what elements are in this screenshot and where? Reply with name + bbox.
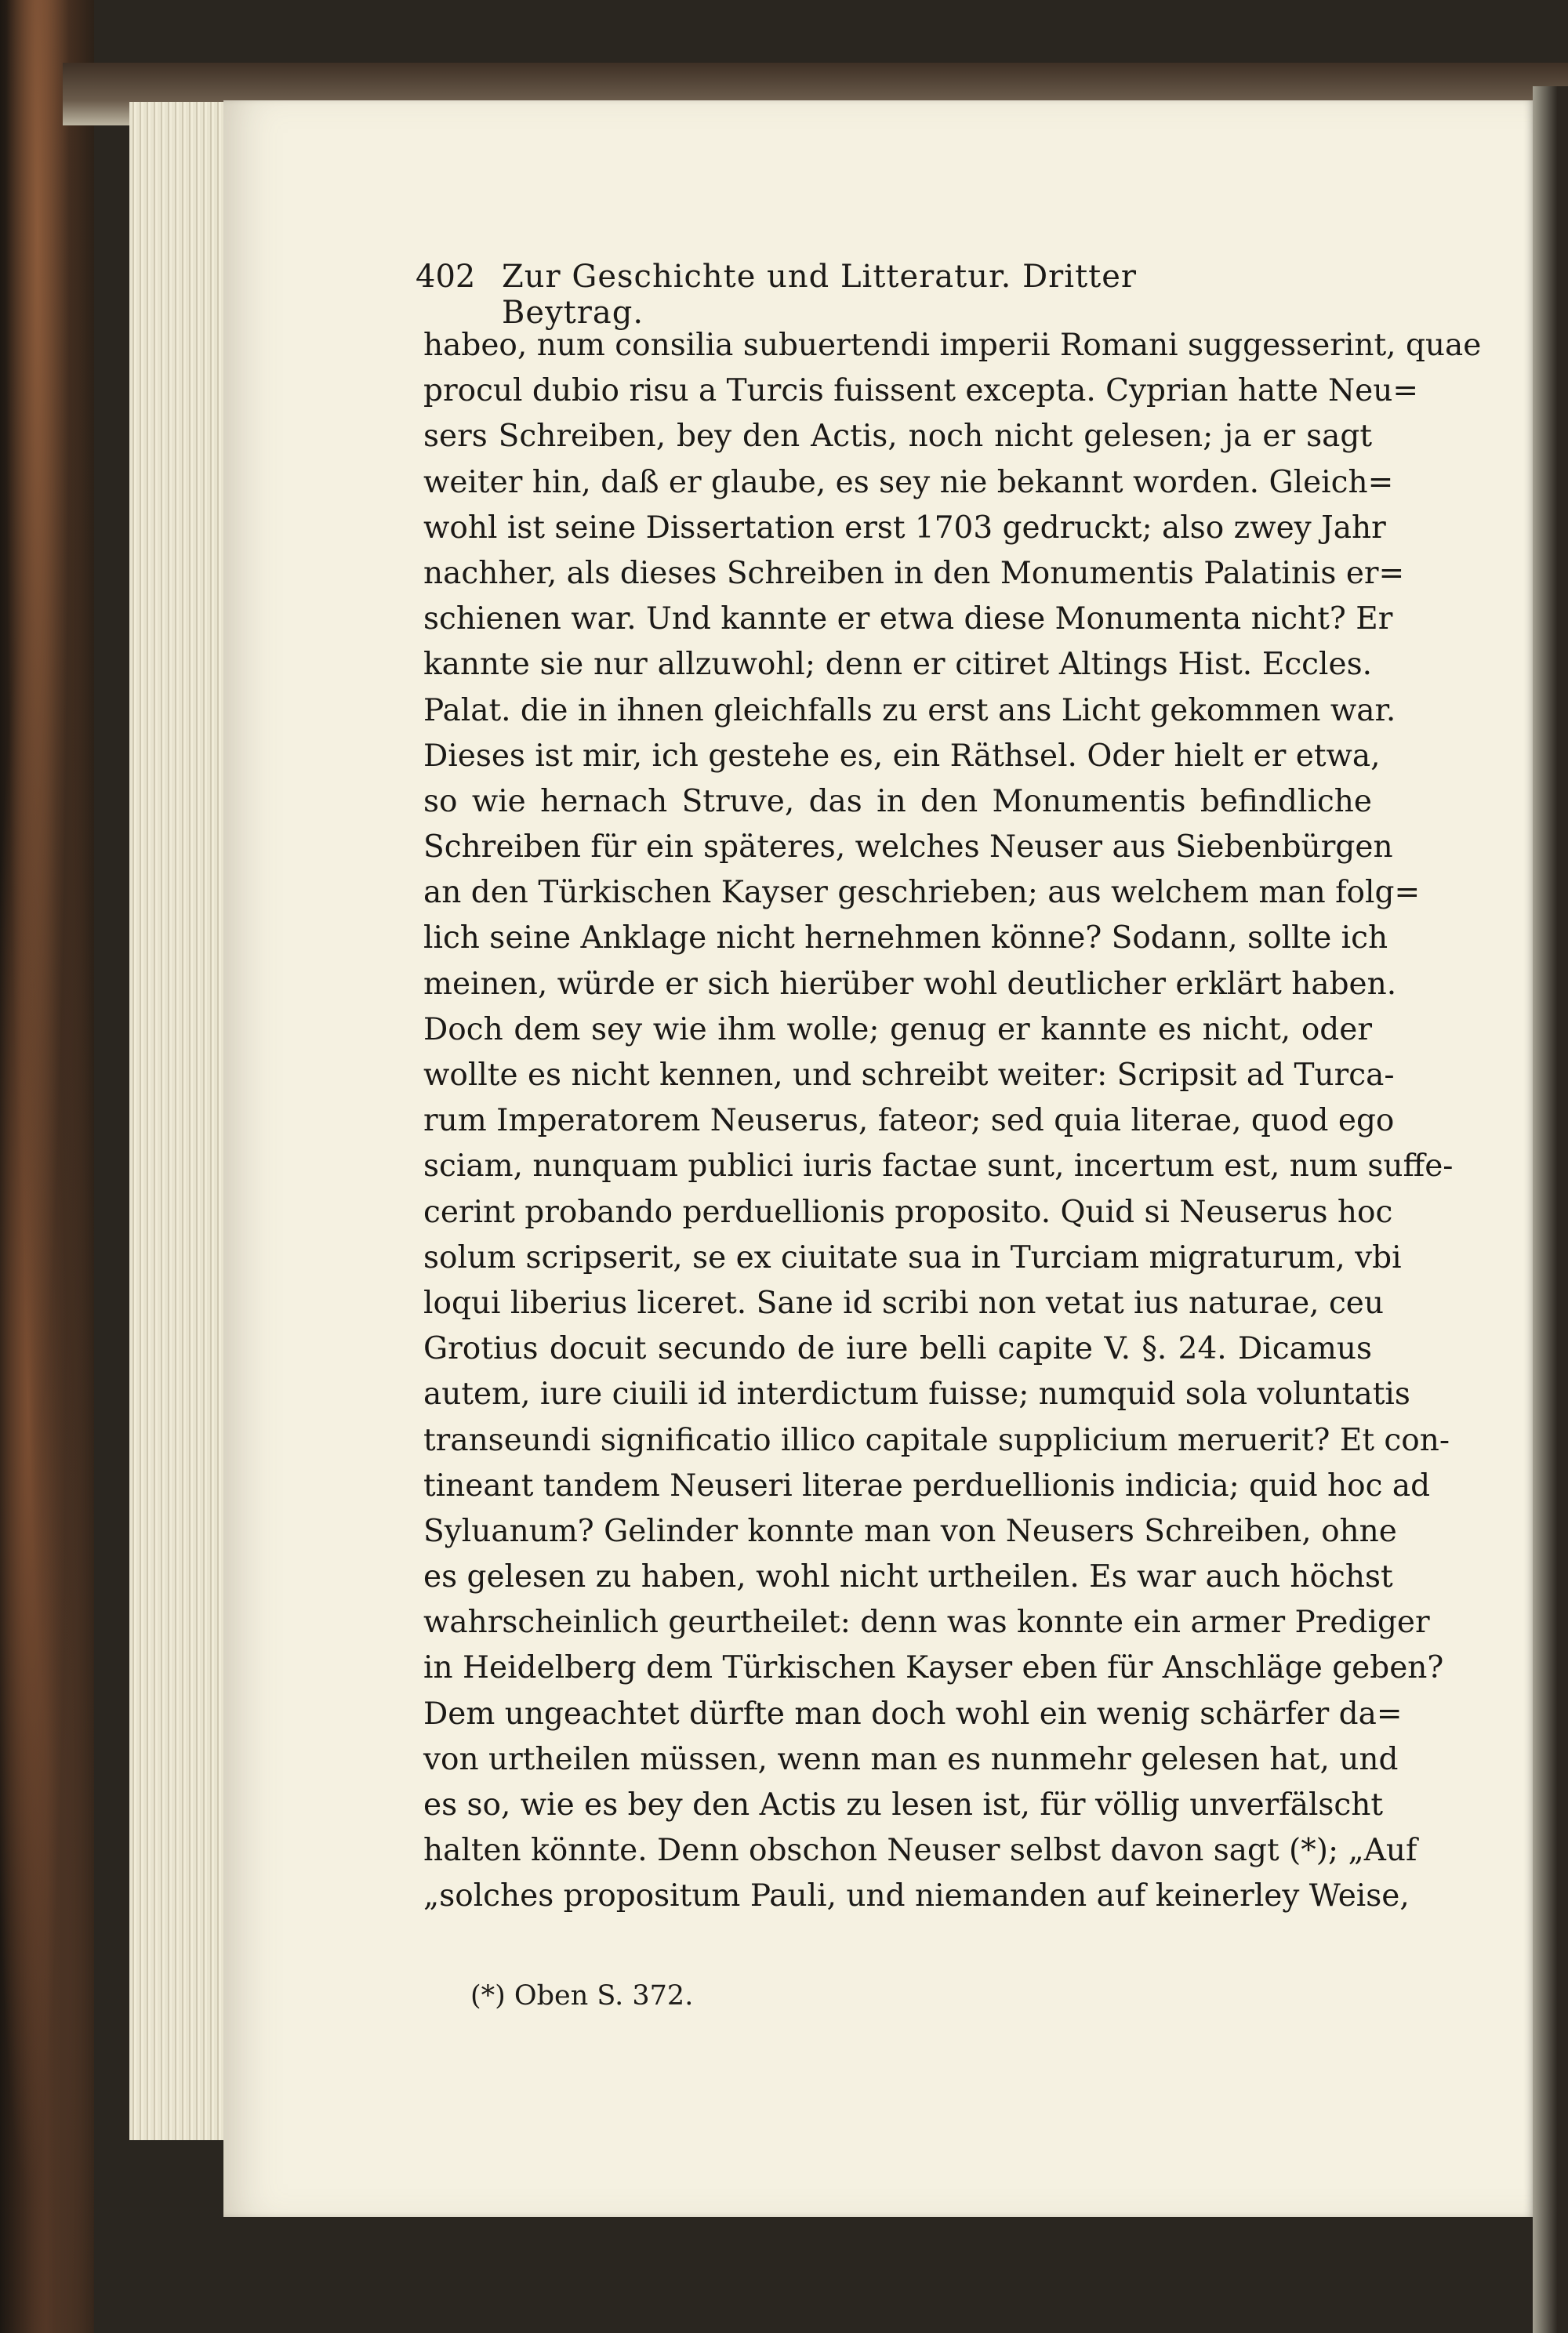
text-line: so wie hernach Struve, das in den Monumentis befindliche — [423, 783, 1372, 819]
text-line: rum Imperatorem Neuserus, fateor; sed quia literae, quod ego — [423, 1103, 1395, 1139]
text-line: wohl ist seine Dissertation erst 1703 gedruckt; also zwey Jahr — [423, 510, 1386, 546]
page-stack-edge — [129, 102, 223, 2140]
text-line: an den Türkischen Kayser geschrieben; aus welchem man folg= — [423, 875, 1421, 911]
text-line: in Heidelberg dem Türkischen Kayser eben für Anschläge geben? — [423, 1650, 1444, 1686]
text-line: cerint probando perduellionis proposito. Quid si Neuserus hoc — [423, 1194, 1393, 1230]
footnote: (*) Oben S. 372. — [470, 1980, 694, 2012]
text-line: sers Schreiben, bey den Actis, noch nicht gelesen; ja er sagt — [423, 419, 1372, 455]
text-line: Grotius docuit secundo de iure belli capite V. §. 24. Dicamus — [423, 1331, 1372, 1367]
text-line: von urtheilen müssen, wenn man es nunmehr gelesen hat, und — [423, 1741, 1399, 1777]
text-line: wollte es nicht kennen, und schreibt weiter: Scripsit ad Turca- — [423, 1058, 1395, 1093]
text-line: transeundi significatio illico capitale supplicium meruerit? Et con- — [423, 1422, 1450, 1458]
book-right-edge — [1533, 86, 1568, 2333]
running-head: Zur Geschichte und Litteratur. Dritter Beytrag. — [502, 259, 1138, 331]
text-line: meinen, würde er sich hierüber wohl deutlicher erklärt haben. — [423, 966, 1397, 1002]
book-cover — [0, 0, 94, 2333]
text-line: tineant tandem Neuseri literae perduellionis indicia; quid hoc ad — [423, 1468, 1431, 1504]
text-line: autem, iure ciuili id interdictum fuisse; numquid sola voluntatis — [423, 1377, 1410, 1413]
text-line: es so, wie es bey den Actis zu lesen ist, für völlig unverfälscht — [423, 1787, 1384, 1823]
text-line: lich seine Anklage nicht hernehmen könne? Sodann, sollte ich — [423, 920, 1388, 956]
text-line: „solches propositum Pauli, und niemanden auf keinerley Weise, — [423, 1878, 1410, 1914]
text-line: wahrscheinlich geurtheilet: denn was konnte ein armer Prediger — [423, 1605, 1430, 1641]
text-line: nachher, als dieses Schreiben in den Monumentis Palatinis er= — [423, 555, 1405, 591]
page-number: 402 — [416, 259, 476, 295]
text-line: schienen war. Und kannte er etwa diese Monumenta nicht? Er — [423, 601, 1393, 637]
text-line: Dieses ist mir, ich gestehe es, ein Räthsel. Oder hielt er etwa, — [423, 738, 1381, 774]
text-line: habeo, num consilia subuertendi imperii Romani suggesserint, quae — [423, 328, 1482, 363]
text-line: Palat. die in ihnen gleichfalls zu erst ans Licht gekommen war. — [423, 692, 1396, 728]
text-line: halten könnte. Denn obschon Neuser selbst davon sagt (*); „Auf — [423, 1833, 1417, 1869]
page-header — [416, 259, 1215, 331]
body-text — [423, 323, 1482, 1920]
text-line: Schreiben für ein späteres, welches Neuser aus Siebenbürgen — [423, 829, 1393, 865]
text-line: Dem ungeachtet dürfte man doch wohl ein wenig schärfer da= — [423, 1696, 1403, 1732]
text-line: es gelesen zu haben, wohl nicht urtheilen. Es war auch höchst — [423, 1559, 1393, 1595]
text-line: solum scripserit, se ex ciuitate sua in Turciam migraturum, vbi — [423, 1239, 1402, 1275]
text-line: weiter hin, daß er glaube, es sey nie bekannt worden. Gleich= — [423, 464, 1394, 500]
text-line: kannte sie nur allzuwohl; denn er citiret Altings Hist. Eccles. — [423, 647, 1372, 683]
text-line: procul dubio risu a Turcis fuissent excepta. Cyprian hatte Neu= — [423, 373, 1419, 409]
text-line: Doch dem sey wie ihm wolle; genug er kannte es nicht, oder — [423, 1011, 1372, 1047]
text-line: loqui liberius liceret. Sane id scribi non vetat ius naturae, ceu — [423, 1285, 1384, 1321]
text-line: Syluanum? Gelinder konnte man von Neusers Schreiben, ohne — [423, 1513, 1397, 1549]
text-line: sciam, nunquam publici iuris factae sunt, incertum est, num suffe- — [423, 1148, 1454, 1185]
